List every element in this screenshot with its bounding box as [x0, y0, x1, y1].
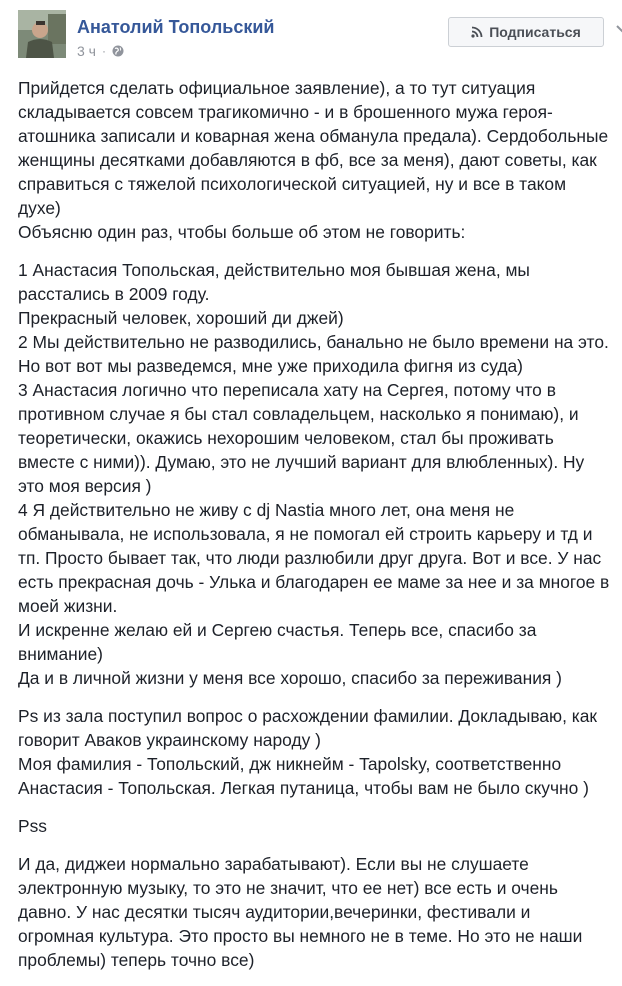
- text-line: Анастасия - Топольская. Легкая путаница, чтобы вам не было скучно ): [18, 778, 589, 798]
- text-line: обманывала, не использовала, я не помогал ей строить карьеру и тд и: [18, 524, 593, 544]
- text-line: Прекрасный человек, хороший ди джей): [18, 308, 344, 328]
- text-line: И искренне желаю ей и Сергею счастья. Теперь все, спасибо за: [18, 620, 537, 640]
- text-line: моей жизни.: [18, 596, 118, 616]
- text-line: противном случае я бы стал совладельцем, насколько я понимаю), и: [18, 404, 579, 424]
- text-line: Pss: [18, 816, 47, 836]
- paragraph: [18, 704, 608, 800]
- text-line: Ps из зала поступил вопрос о расхождении фамилии. Докладываю, как: [18, 706, 598, 726]
- text-line: 3 Анастасия логично что переписала хату на Сергея, потому что в: [18, 380, 556, 400]
- text-line: проблемы) теперь точно все): [18, 950, 255, 970]
- text-line: складывается совсем трагикомично - и в брошенного мужа героя-: [18, 102, 553, 122]
- text-line: Объясню один раз, чтобы больше об этом не говорить:: [18, 222, 466, 242]
- meta-separator: ·: [101, 44, 106, 58]
- post-meta: [77, 43, 124, 59]
- text-line: женщины десятками добавляются в фб, все за меня), дают советы, как: [18, 150, 597, 170]
- text-line: 1 Анастасия Топольская, действительно моя бывшая жена, мы: [18, 260, 530, 280]
- subscribe-button[interactable]: [448, 17, 604, 47]
- text-line: Но вот вот мы разведемся, мне уже приходила фигня из суда): [18, 356, 523, 376]
- post-time[interactable]: 3 ч: [77, 43, 96, 59]
- text-line: Да и в личной жизни у меня все хорошо, спасибо за переживания ): [18, 668, 562, 688]
- post-header: [18, 10, 614, 62]
- paragraph: [18, 814, 608, 838]
- text-line: есть прекрасная дочь - Улька и благодарен ее маме за нее и за многое в: [18, 572, 610, 592]
- author-name[interactable]: Анатолий Топольский: [77, 17, 275, 37]
- paragraph: [18, 258, 608, 690]
- text-line: тп. Просто бывает так, что люди разлюбили друг друга. Вот и все. У нас: [18, 548, 602, 568]
- globe-icon[interactable]: [112, 45, 124, 57]
- post-text: [18, 76, 608, 986]
- text-line: вместе с ними)). Думаю, это не лучший вариант для влюбленных). Ну: [18, 452, 585, 472]
- paragraph: [18, 852, 608, 972]
- text-line: Прийдется сделать официальное заявление), а то тут ситуация: [18, 78, 536, 98]
- text-line: говорит Аваков украинскому народу ): [18, 730, 321, 750]
- paragraph: [18, 76, 608, 244]
- avatar-photo: [18, 10, 66, 58]
- avatar[interactable]: [18, 10, 66, 58]
- text-line: Моя фамилия - Топольский, дж никнейм - Tapolsky, соответственно: [18, 754, 562, 774]
- text-line: И да, диджеи нормально зарабатывают). Если вы не слушаете: [18, 854, 529, 874]
- chevron-down-icon[interactable]: [616, 24, 622, 34]
- text-line: духе): [18, 198, 61, 218]
- text-line: давно. У нас десятки тысяч аудитории,вечеринки, фестивали и: [18, 902, 531, 922]
- text-line: справиться с тяжелой психологической ситуацией, ну и все в таком: [18, 174, 567, 194]
- text-line: атошника записали и коварная жена обманула предала). Сердобольные: [18, 126, 609, 146]
- text-line: 2 Мы действительно не разводились, банально не было времени на это.: [18, 332, 609, 352]
- text-line: расстались в 2009 году.: [18, 284, 210, 304]
- text-line: 4 Я действительно не живу с dj Nastia много лет, она меня не: [18, 500, 515, 520]
- text-line: внимание): [18, 644, 103, 664]
- text-line: это моя версия ): [18, 476, 152, 496]
- rss-icon: [471, 26, 483, 38]
- text-line: электронную музыку, то это не значит, что ее нет) все есть и очень: [18, 878, 558, 898]
- subscribe-label: Подписаться: [489, 24, 581, 40]
- text-line: теоретически, окажись нехорошим человеком, стал бы проживать: [18, 428, 554, 448]
- text-line: огромная культура. Это просто вы немного не в теме. Но это не наши: [18, 926, 583, 946]
